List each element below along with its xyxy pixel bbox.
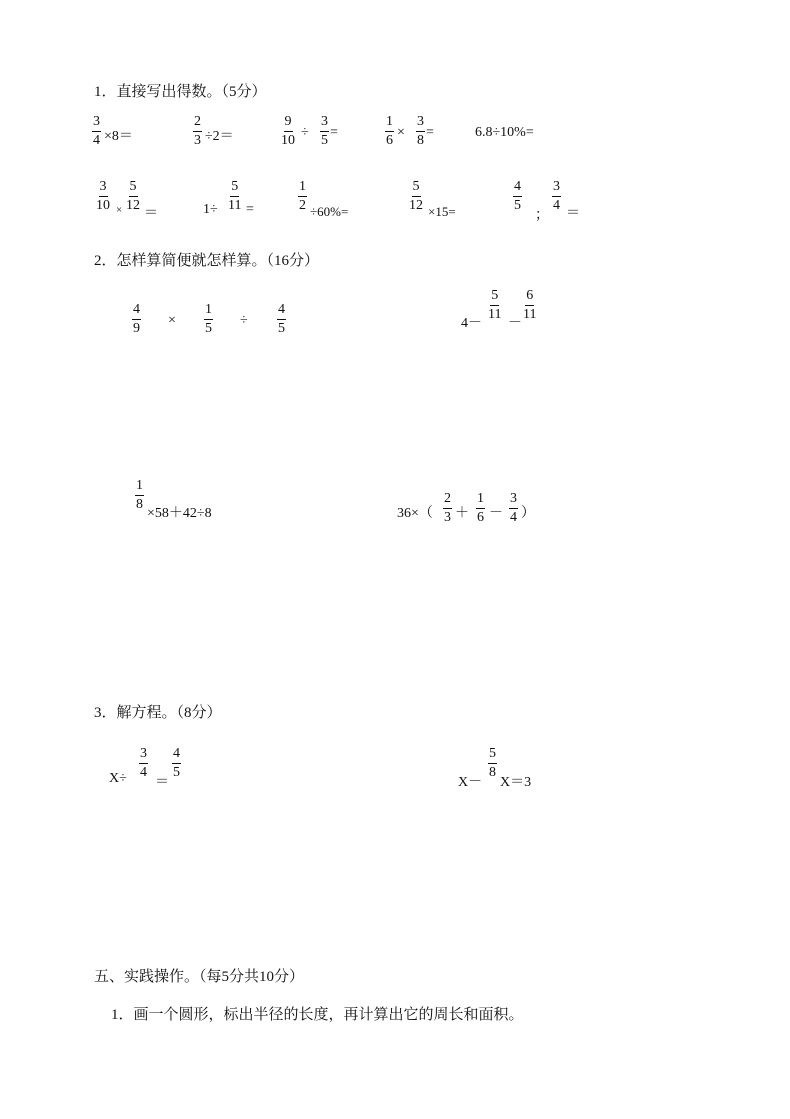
denominator: 5 — [173, 765, 180, 780]
numerator: 4 — [132, 302, 141, 320]
numerator: 3 — [92, 114, 101, 132]
denominator: 8 — [136, 497, 143, 512]
q2-e4-tail: ） — [521, 506, 535, 521]
q1-r1-a-tail: ×8＝ — [104, 129, 133, 144]
q1-r2-a-fraction2 — [126, 179, 140, 214]
denominator: 6 — [477, 510, 484, 525]
q2-e2-op: － — [508, 316, 522, 331]
denominator: 11 — [488, 307, 502, 322]
q2-e1-op1: × — [168, 313, 176, 328]
q3-e1-fraction2 — [172, 746, 181, 781]
numerator: 1 — [135, 478, 144, 496]
q2-e4-fraction3 — [509, 491, 518, 526]
q1-r1-c-fraction1 — [281, 114, 295, 149]
q1-r1-a-fraction — [92, 114, 101, 149]
denominator: 11 — [523, 307, 537, 322]
q1-r1-d-fraction1 — [385, 114, 394, 149]
denominator: 4 — [510, 510, 517, 525]
numerator: 2 — [443, 491, 452, 509]
q2-e1-fraction1 — [132, 302, 141, 337]
q2-e4-pre: 36×（ — [397, 506, 433, 521]
q2-e3-tail: ×58＋42÷8 — [147, 506, 212, 521]
q1-r1-d-op: × — [397, 125, 405, 140]
q1-r2-b-fraction — [228, 179, 241, 214]
q1-r2-d-fraction — [409, 179, 423, 214]
q1-r1-c-op: ÷ — [301, 125, 309, 140]
numerator: 5 — [412, 179, 421, 197]
q1-r2-e-fraction2 — [552, 179, 561, 214]
q3-e2-pre: X－ — [458, 775, 483, 790]
denominator: 12 — [126, 198, 140, 213]
denominator: 5 — [321, 133, 328, 148]
numerator: 1 — [204, 302, 213, 320]
denominator: 10 — [96, 198, 110, 213]
numerator: 4 — [513, 179, 522, 197]
q2-heading: 2．怎样算简便就怎样算。（16分） — [94, 253, 320, 269]
q2-e3-fraction — [135, 478, 144, 513]
q3-e1-pre: X÷ — [109, 771, 127, 786]
denominator: 3 — [444, 510, 451, 525]
denominator: 5 — [514, 198, 521, 213]
q2-e1-fraction3 — [277, 302, 286, 337]
numerator: 1 — [298, 179, 307, 197]
q1-r2-c-fraction — [298, 179, 307, 214]
denominator: 2 — [299, 198, 306, 213]
q2-e2-pre: 4－ — [461, 316, 482, 331]
q3-e2-tail: X＝3 — [500, 775, 532, 790]
q1-r2-a-fraction1 — [96, 179, 110, 214]
numerator: 4 — [277, 302, 286, 320]
denominator: 9 — [133, 321, 140, 336]
numerator: 3 — [320, 114, 329, 132]
denominator: 5 — [205, 321, 212, 336]
numerator: 3 — [99, 179, 108, 197]
denominator: 8 — [417, 133, 424, 148]
q1-r1-b-tail: ÷2＝ — [205, 129, 234, 144]
q1-r2-a-op: × — [116, 204, 123, 216]
q5-item1: 1．画一个圆形，标出半径的长度，再计算出它的周长和面积。 — [111, 1007, 524, 1023]
q5-heading: 五、实践操作。（每5分共10分） — [94, 969, 305, 985]
denominator: 4 — [93, 133, 100, 148]
q3-e1-fraction1 — [139, 746, 148, 781]
numerator: 2 — [193, 114, 202, 132]
q1-r1-b-fraction — [193, 114, 202, 149]
q1-r2-c-tail: ÷60%= — [310, 204, 349, 219]
q2-e2-fraction2 — [523, 288, 536, 323]
denominator: 11 — [228, 198, 242, 213]
q2-e4-fraction1 — [443, 491, 452, 526]
q1-r1-c-tail: = — [330, 125, 338, 140]
q1-r2-e-fraction1 — [513, 179, 522, 214]
denominator: 5 — [278, 321, 285, 336]
q1-r2-b-pre: 1÷ — [203, 202, 218, 217]
denominator: 4 — [140, 765, 147, 780]
numerator: 3 — [139, 746, 148, 764]
numerator: 5 — [230, 179, 239, 197]
numerator: 1 — [476, 491, 485, 509]
q1-r2-e-op: ； — [535, 208, 549, 223]
numerator: 4 — [172, 746, 181, 764]
q2-e4-op1: ＋ — [455, 506, 469, 521]
q1-r2-e-tail: ＝ — [566, 206, 580, 221]
q2-e4-fraction2 — [476, 491, 485, 526]
q2-e2-fraction1 — [488, 288, 501, 323]
numerator: 5 — [488, 746, 497, 764]
numerator: 3 — [416, 114, 425, 132]
q1-r1-c-fraction2 — [320, 114, 329, 149]
q1-heading: 1．直接写出得数。（5分） — [94, 84, 267, 100]
q3-e1-op: ＝ — [155, 775, 169, 790]
q1-r2-d-tail: ×15= — [428, 204, 456, 219]
denominator: 6 — [386, 133, 393, 148]
denominator: 3 — [194, 133, 201, 148]
q1-r2-a-tail: ＝ — [144, 206, 158, 221]
q1-r2-b-tail: = — [246, 202, 254, 217]
denominator: 4 — [553, 198, 560, 213]
q3-heading: 3．解方程。（8分） — [94, 705, 222, 721]
numerator: 3 — [509, 491, 518, 509]
denominator: 10 — [281, 133, 295, 148]
q1-r1-d-fraction2 — [416, 114, 425, 149]
q2-e1-fraction2 — [204, 302, 213, 337]
q3-e2-fraction — [488, 746, 497, 781]
q2-e1-op2: ÷ — [240, 313, 248, 328]
numerator: 5 — [490, 288, 499, 306]
q1-r1-d-tail: = — [426, 125, 434, 140]
numerator: 9 — [284, 114, 293, 132]
numerator: 6 — [525, 288, 534, 306]
numerator: 5 — [129, 179, 138, 197]
numerator: 1 — [385, 114, 394, 132]
q1-r1-e: 6.8÷10%= — [475, 125, 534, 140]
q2-e4-op2: － — [489, 506, 503, 521]
denominator: 12 — [409, 198, 423, 213]
numerator: 3 — [552, 179, 561, 197]
denominator: 8 — [489, 765, 496, 780]
